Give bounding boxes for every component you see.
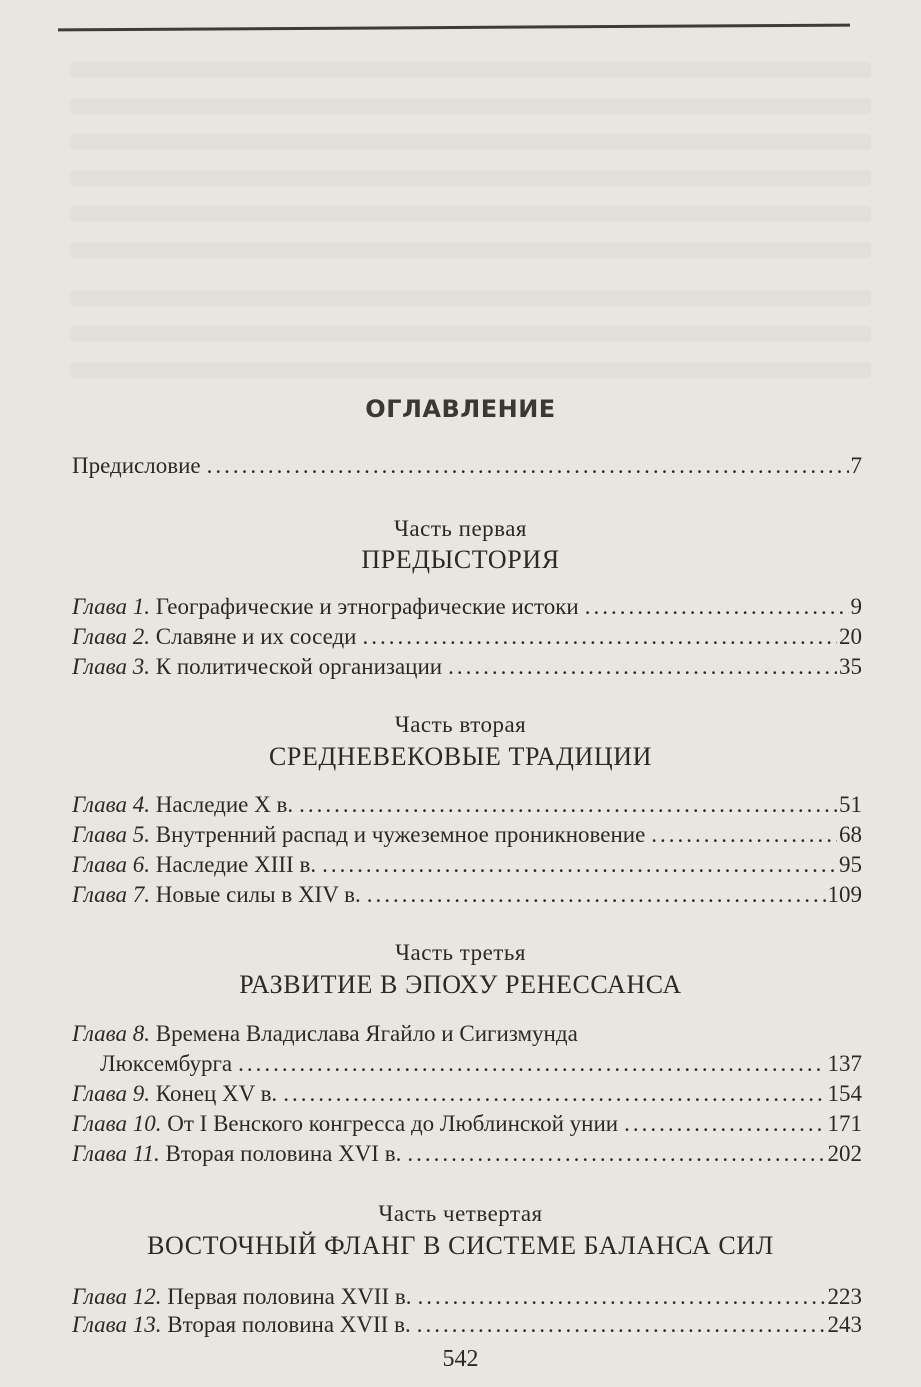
show-through bbox=[70, 62, 871, 78]
entry-text: Наследие X в. bbox=[155, 792, 294, 817]
toc-entry-chapter[interactable] bbox=[72, 653, 862, 681]
leader-dots bbox=[238, 1050, 825, 1078]
entry-text: Конец XV в. bbox=[155, 1081, 278, 1106]
page-ref: 51 bbox=[839, 792, 862, 817]
leader-dots bbox=[651, 821, 837, 849]
toc-entry-chapter[interactable] bbox=[72, 593, 862, 621]
chapter-label: Глава 9. bbox=[72, 1081, 150, 1106]
toc-entry-continuation[interactable] bbox=[100, 1050, 862, 1078]
entry-text: Наследие XIII в. bbox=[155, 852, 317, 877]
part-label: Часть четвертая bbox=[378, 1201, 543, 1226]
show-through bbox=[70, 290, 871, 306]
entry-text: Первая половина XVII в. bbox=[167, 1284, 412, 1309]
page-ref: 9 bbox=[850, 594, 862, 619]
show-through bbox=[70, 326, 871, 342]
page-ref: 35 bbox=[839, 654, 862, 679]
toc-entry-chapter[interactable] bbox=[72, 1080, 862, 1108]
page-ref: 223 bbox=[827, 1284, 862, 1309]
toc-entry-chapter[interactable] bbox=[72, 791, 862, 819]
toc-entry-chapter[interactable] bbox=[72, 1110, 862, 1138]
chapter-label: Глава 6. bbox=[72, 852, 150, 877]
header-rule bbox=[58, 24, 850, 32]
toc-entry-chapter[interactable] bbox=[72, 851, 862, 879]
show-through bbox=[70, 242, 871, 258]
chapter-label: Глава 8. bbox=[72, 1021, 150, 1046]
toc-entry-chapter[interactable] bbox=[72, 881, 862, 909]
chapter-label: Глава 4. bbox=[72, 792, 150, 817]
chapter-label: Глава 13. bbox=[72, 1312, 162, 1337]
toc-entry-chapter[interactable] bbox=[72, 1020, 862, 1048]
toc-entry-chapter[interactable] bbox=[72, 1140, 862, 1168]
chapter-label: Глава 12. bbox=[72, 1284, 162, 1309]
toc-entry-preface[interactable] bbox=[72, 452, 862, 480]
entry-text: Славяне и их соседи bbox=[155, 624, 357, 649]
page-ref: 202 bbox=[827, 1141, 862, 1166]
chapter-label: Глава 2. bbox=[72, 624, 150, 649]
entry-text: К политической организации bbox=[155, 654, 443, 679]
leader-dots bbox=[585, 593, 849, 621]
page-ref: 109 bbox=[827, 882, 862, 907]
show-through bbox=[70, 206, 871, 222]
chapter-label: Глава 5. bbox=[72, 822, 150, 847]
entry-text: Вторая половина XVI в. bbox=[165, 1141, 402, 1166]
entry-text: Предисловие bbox=[72, 453, 201, 478]
show-through bbox=[70, 362, 871, 378]
entry-text: Вторая половина XVII в. bbox=[167, 1312, 411, 1337]
chapter-label: Глава 11. bbox=[72, 1141, 160, 1166]
part-title: СРЕДНЕВЕКОВЫЕ ТРАДИЦИИ bbox=[268, 742, 652, 771]
page-ref: 137 bbox=[827, 1051, 862, 1076]
page-ref: 154 bbox=[827, 1081, 862, 1106]
page-ref: 171 bbox=[827, 1111, 862, 1136]
toc-entry-chapter[interactable] bbox=[72, 1311, 862, 1339]
chapter-label: Глава 3. bbox=[72, 654, 150, 679]
toc-entry-chapter[interactable] bbox=[72, 821, 862, 849]
leader-dots bbox=[417, 1283, 825, 1311]
page-number: 542 bbox=[442, 1346, 479, 1372]
toc-entry-chapter[interactable] bbox=[72, 1283, 862, 1311]
page-ref: 7 bbox=[850, 453, 862, 478]
leader-dots bbox=[367, 881, 826, 909]
entry-text: Времена Владислава Ягайло и Сигизмунда bbox=[155, 1021, 578, 1046]
chapter-label: Глава 10. bbox=[72, 1111, 162, 1136]
toc-entry-chapter[interactable] bbox=[72, 623, 862, 651]
page-ref: 20 bbox=[839, 624, 862, 649]
show-through bbox=[70, 134, 871, 150]
part-label: Часть третья bbox=[395, 940, 526, 965]
part-label: Часть вторая bbox=[394, 712, 527, 737]
part-title: ВОСТОЧНЫЙ ФЛАНГ В СИСТЕМЕ БАЛАНСА СИЛ bbox=[147, 1231, 774, 1260]
leader-dots bbox=[624, 1110, 825, 1138]
leader-dots bbox=[207, 452, 849, 480]
show-through bbox=[70, 98, 871, 114]
chapter-label: Глава 7. bbox=[72, 882, 150, 907]
part-label: Часть первая bbox=[393, 516, 528, 541]
entry-text: Новые силы в XIV в. bbox=[155, 882, 361, 907]
leader-dots bbox=[283, 1080, 825, 1108]
leader-dots bbox=[448, 653, 837, 681]
chapter-label: Глава 1. bbox=[72, 594, 150, 619]
toc-title: ОГЛАВЛЕНИЕ bbox=[365, 395, 556, 423]
leader-dots bbox=[299, 791, 837, 819]
part-title: РАЗВИТИЕ В ЭПОХУ РЕНЕССАНСА bbox=[239, 970, 682, 999]
entry-text: Географические и этнографические истоки bbox=[155, 594, 579, 619]
entry-text: Внутренний распад и чужеземное проникновение bbox=[155, 822, 646, 847]
entry-text: Люксембурга bbox=[100, 1051, 233, 1076]
page-ref: 68 bbox=[839, 822, 862, 847]
page-ref: 243 bbox=[827, 1312, 862, 1337]
entry-text: От I Венского конгресса до Люблинской унии bbox=[167, 1111, 619, 1136]
leader-dots bbox=[322, 851, 837, 879]
show-through bbox=[70, 170, 871, 186]
leader-dots bbox=[407, 1140, 825, 1168]
page-ref: 95 bbox=[839, 852, 862, 877]
leader-dots bbox=[417, 1311, 826, 1339]
leader-dots bbox=[362, 623, 837, 651]
part-title: ПРЕДЫСТОРИЯ bbox=[361, 545, 560, 574]
